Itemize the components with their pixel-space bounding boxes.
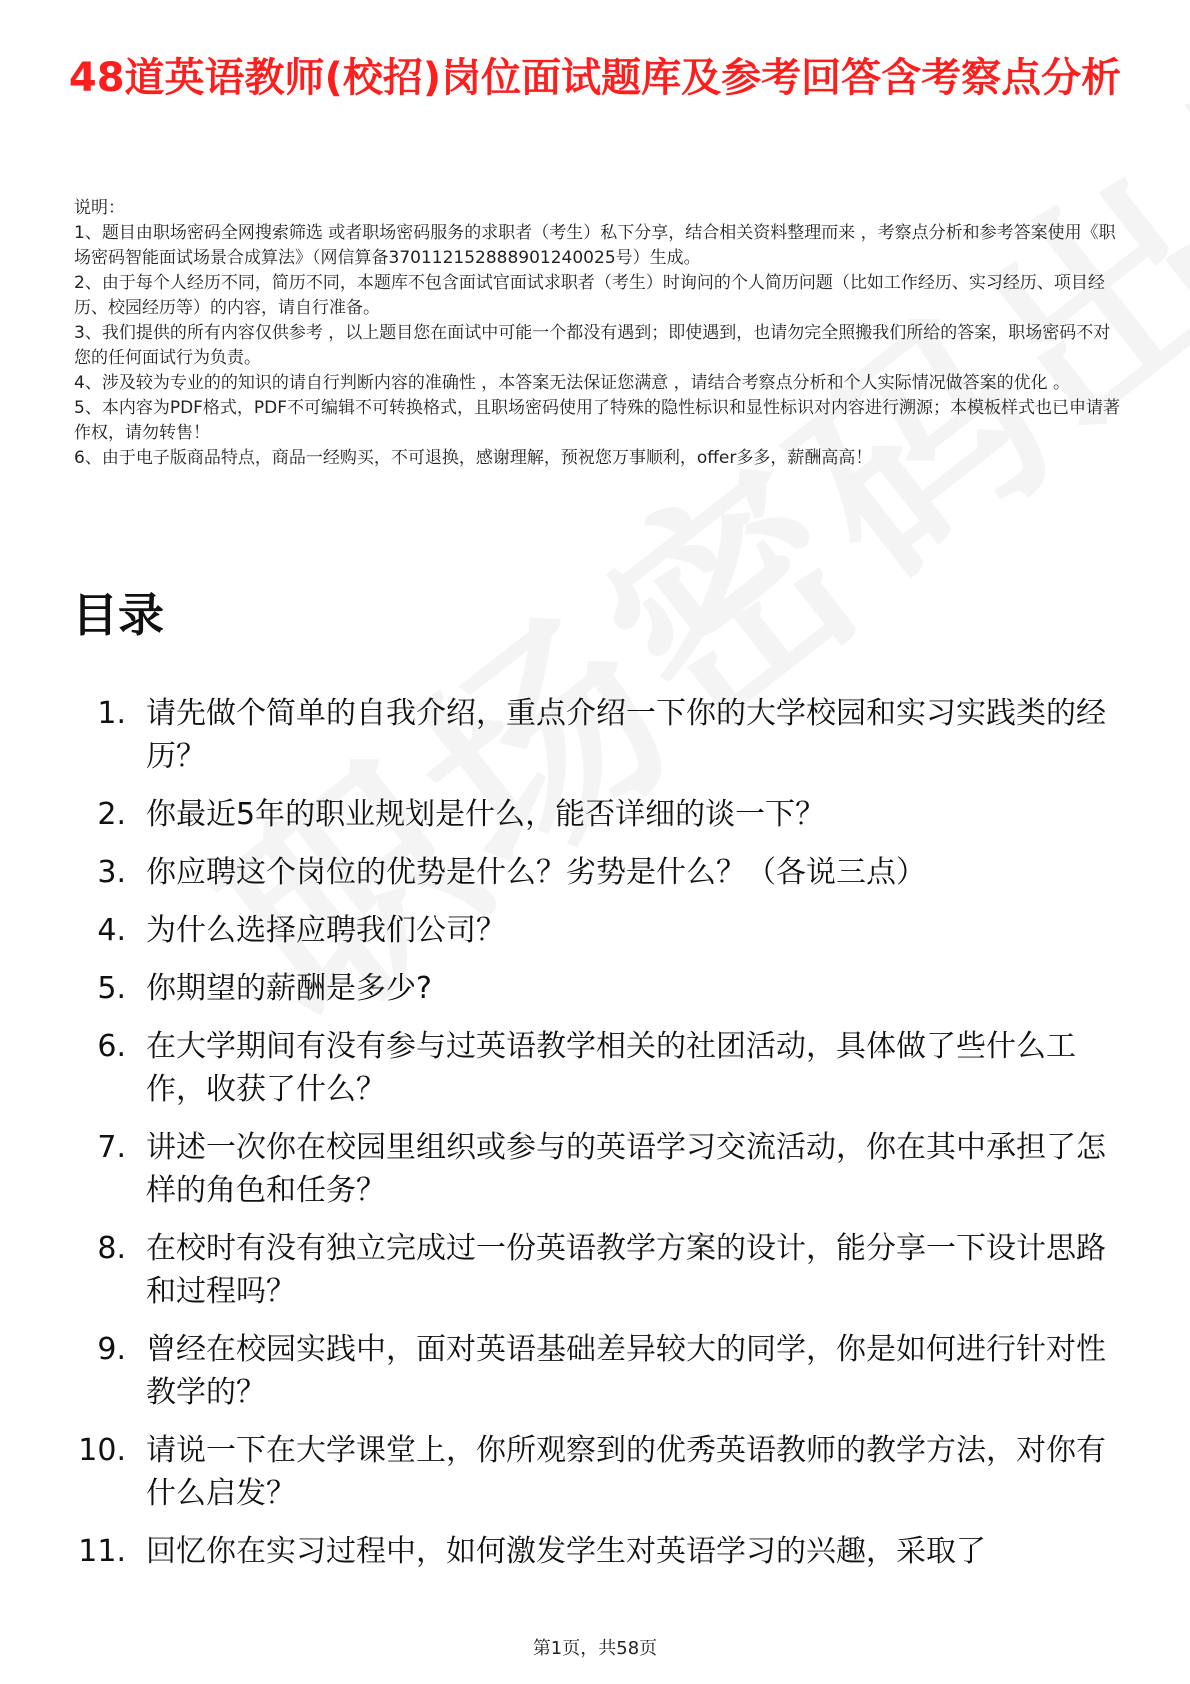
toc-item[interactable] [60, 1429, 1110, 1515]
toc-heading: 目录 [72, 588, 164, 642]
toc-item[interactable] [60, 967, 1110, 1010]
toc-item-number: 10. [78, 1433, 126, 1468]
toc-item[interactable] [60, 909, 1110, 952]
toc-item[interactable] [60, 1530, 1110, 1573]
toc-item-number: 8. [97, 1231, 126, 1266]
toc-item-text: 在校时有没有独立完成过一份英语教学方案的设计，能分享一下设计思路和过程吗？ [146, 1231, 1106, 1309]
note-item: 4、涉及较为专业的的知识的请自行判断内容的准确性 ，本答案无法保证您满意 ，请结合考察点分析和个人实际情况做答案的优化 。 [74, 373, 1071, 393]
notes-heading: 说明： [74, 198, 125, 218]
note-item: 5、本内容为PDF格式，PDF不可编辑不可转换格式，且职场密码使用了特殊的隐性标识和显性标识对内容进行溯源；本模板样式也已申请著作权，请勿转售！ [74, 398, 1121, 443]
toc-item[interactable] [60, 1025, 1110, 1111]
note-item: 3、我们提供的所有内容仅供参考 ，以上题目您在面试中可能一个都没有遇到；即使遇到，也请勿完全照搬我们所给的答案，职场密码不对您的任何面试行为负责。 [74, 323, 1111, 368]
toc-item-text: 为什么选择应聘我们公司？ [146, 913, 506, 948]
toc-item-text: 讲述一次你在校园里组织或参与的英语学习交流活动，你在其中承担了怎样的角色和任务？ [146, 1130, 1106, 1208]
note-item: 1、题目由职场密码全网搜索筛选 或者职场密码服务的求职者（考生）私下分享，结合相关资料整理而来 ，考察点分析和参考答案使用《职场密码智能面试场景合成算法》（网信算备370112152888901240025号）生成。 [74, 223, 1116, 268]
toc-item[interactable] [60, 851, 1110, 894]
toc-item-text: 曾经在校园实践中，面对英语基础差异较大的同学，你是如何进行针对性教学的？ [146, 1332, 1106, 1410]
toc-item-text: 你期望的薪酬是多少? [146, 971, 432, 1006]
toc-item-text: 在大学期间有没有参与过英语教学相关的社团活动，具体做了些什么工作，收获了什么？ [146, 1029, 1076, 1107]
note-item: 6、由于电子版商品特点，商品一经购买，不可退换，感谢理解，预祝您万事顺利，offer多多，薪酬高高！ [74, 448, 873, 468]
toc-item-text: 你最近5年的职业规划是什么，能否详细的谈一下？ [146, 797, 826, 832]
toc-item[interactable] [60, 793, 1110, 836]
page-footer: 第1页，共58页 [532, 1638, 658, 1659]
notes-section [74, 196, 1124, 471]
toc-item-text: 请说一下在大学课堂上，你所观察到的优秀英语教师的教学方法，对你有什么启发？ [146, 1433, 1106, 1511]
toc-item-text: 你应聘这个岗位的优势是什么？劣势是什么？（各说三点） [146, 855, 926, 890]
toc-item-number: 4. [97, 913, 126, 948]
toc-item[interactable] [60, 692, 1110, 778]
page-title: 48道英语教师(校招)岗位面试题库及参考回答含考察点分析 [68, 55, 1122, 101]
toc-item-text: 请先做个简单的自我介绍，重点介绍一下你的大学校园和实习实践类的经历？ [146, 696, 1106, 774]
toc-item-number: 6. [97, 1029, 126, 1064]
toc-item-number: 2. [97, 797, 126, 832]
toc-item-number: 3. [97, 855, 126, 890]
toc-item-number: 9. [97, 1332, 126, 1367]
toc-item-number: 5. [97, 971, 126, 1006]
toc-item[interactable] [60, 1328, 1110, 1414]
note-item: 2、由于每个人经历不同，简历不同，本题库不包含面试官面试求职者（考生）时询问的个人简历问题（比如工作经历、实习经历、项目经历、校园经历等）的内容，请自行准备。 [74, 273, 1105, 318]
toc-item[interactable] [60, 1126, 1110, 1212]
toc-item[interactable] [60, 1227, 1110, 1313]
toc-item-number: 11. [78, 1534, 126, 1569]
toc-item-number: 1. [97, 696, 126, 731]
toc-list [60, 692, 1110, 1588]
toc-item-text: 回忆你在实习过程中，如何激发学生对英语学习的兴趣，采取了 [146, 1534, 986, 1569]
toc-item-number: 7. [97, 1130, 126, 1165]
